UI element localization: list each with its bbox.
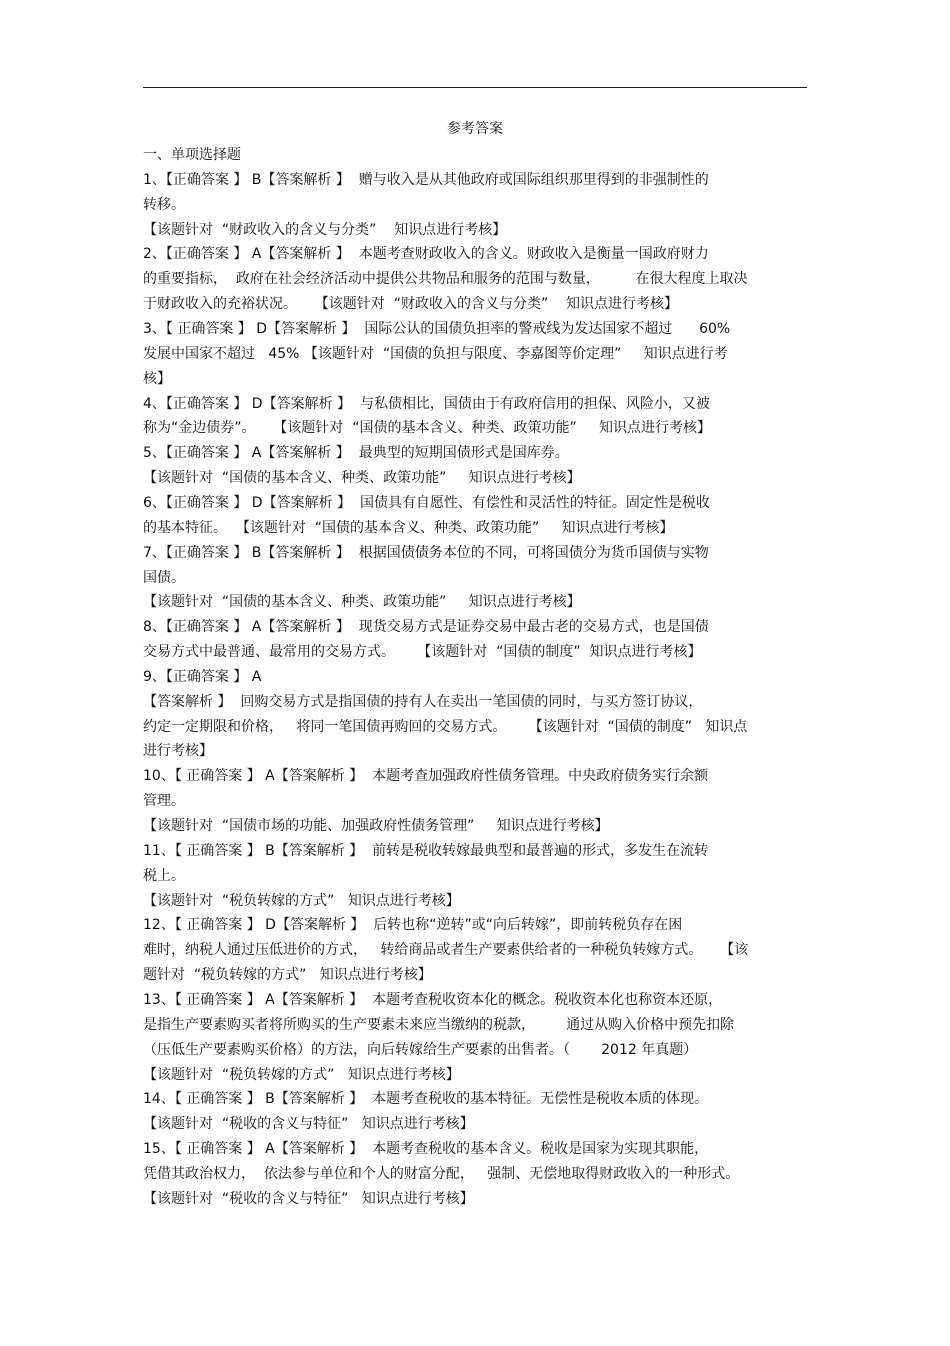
text-line: 15、【 正确答案 】 A【答案解析 】 本题考查税收的基本含义。税收是国家为实现其职能， [143,1141,709,1157]
text-line: 【该题针对 “财政收入的含义与分类” 知识点进行考核】 [143,221,507,238]
text-line: 管理。 [143,793,185,810]
text-line: 约定一定期限和价格， 将同一笔国债再购回的交易方式。 【该题针对 “国债的制度” 知识点 [143,718,748,735]
text-line: 9、【正确答案 】 A [143,668,262,685]
header-rule [143,87,807,88]
text-line: 难时，纳税人通过压低进价的方式， 转给商品或者生产要素供给者的一种税负转嫁方式。 【该 [143,942,749,959]
text-line: 10、【 正确答案 】 A【答案解析 】 本题考查加强政府性债务管理。中央政府债务实行余额 [143,768,709,785]
text-line: 1、【正确答案 】 B【答案解析 】 赠与收入是从其他政府或国际组织那里得到的非强制性的 [143,171,709,188]
text-line: 11、【 正确答案 】 B【答案解析 】 前转是税收转嫁最典型和最普遍的形式，多发生在流转 [143,842,709,859]
text-line: 发展中国家不超过 45% 【该题针对 “国债的负担与限度、李嘉图等价定理” 知识点进行考 [143,345,728,362]
text-line: 的重要指标， 政府在社会经济活动中提供公共物品和服务的范围与数量， 在很大程度上取决 [143,271,748,288]
text-line: 核】 [143,370,171,387]
text-line: （压低生产要素购买价格）的方法，向后转嫁给生产要素的出售者。（ 2012 年真题） [143,1041,698,1058]
text-line: 【该题针对 “税收的含义与特征” 知识点进行考核】 [143,1116,474,1133]
text-line: 【答案解析 】 回购交易方式是指国债的持有人在卖出一笔国债的同时，与买方签订协议， [143,693,703,710]
text-line: 于财政收入的充裕状况。 【该题针对 “财政收入的含义与分类” 知识点进行考核】 [143,296,679,313]
text-line: 2、【正确答案 】 A【答案解析 】 本题考查财政收入的含义。财政收入是衡量一国政府财力 [143,246,709,263]
text-line: 是指生产要素购买者将所购买的生产要素未来应当缴纳的税款， 通过从购入价格中预先扣除 [143,1016,735,1033]
text-line: 的基本特征。 【该题针对 “国债的基本含义、种类、政策功能” 知识点进行考核】 [143,519,674,536]
text-line: 一、单项选择题 [143,147,241,163]
text-line: 6、【正确答案 】 D【答案解析 】 国债具有自愿性、有偿性和灵活性的特征。固定性是税收 [143,494,710,511]
text-line: 3、【 正确答案 】 D【答案解析 】 国际公认的国债负担率的警戒线为发达国家不超过 60% [143,321,731,337]
text-line: 凭借其政治权力， 依法参与单位和个人的财富分配， 强制、无偿地取得财政收入的一种形式。 [143,1165,740,1182]
text-line: 13、【 正确答案 】 A【答案解析 】 本题考查税收资本化的概念。税收资本化也称资本还原， [143,991,723,1008]
text-line: 4、【正确答案 】 D【答案解析 】 与私债相比，国债由于有政府信用的担保、风险小，又被 [143,395,710,412]
text-line: 称为“金边债券”。 【该题针对 “国债的基本含义、种类、政策功能” 知识点进行考核】 [143,420,711,437]
text-line: 【该题针对 “国债的基本含义、种类、政策功能” 知识点进行考核】 [143,470,581,487]
text-line: 题针对 “税负转嫁的方式” 知识点进行考核】 [143,967,432,984]
text-line: 8、【正确答案 】 A【答案解析 】 现货交易方式是证券交易中最古老的交易方式，也是国债 [143,619,709,636]
document-title: 参考答案 [447,121,503,137]
text-line: 税上。 [143,867,185,884]
text-line: 【该题针对 “税负转嫁的方式” 知识点进行考核】 [143,892,460,909]
text-line: 5、【正确答案 】 A【答案解析 】 最典型的短期国债形式是国库券。 [143,445,569,462]
text-line: 【该题针对 “税收的含义与特征” 知识点进行考核】 [143,1190,474,1207]
text-line: 进行考核】 [143,743,213,760]
text-line: 转移。 [143,196,185,213]
text-line: 【该题针对 “国债市场的功能、加强政府性债务管理” 知识点进行考核】 [143,818,609,834]
text-line: 【该题针对 “税负转嫁的方式” 知识点进行考核】 [143,1066,460,1083]
text-line: 【该题针对 “国债的基本含义、种类、政策功能” 知识点进行考核】 [143,594,581,611]
text-line: 12、【 正确答案 】 D【答案解析 】 后转也称“逆转”或“向后转嫁”，即前转税负存在困 [143,917,683,934]
text-line: 7、【正确答案 】 B【答案解析 】 根据国债债务本位的不同，可将国债分为货币国债与实物 [143,544,709,561]
text-line: 国债。 [143,569,185,586]
text-line: 14、【 正确答案 】 B【答案解析 】 本题考查税收的基本特征。无偿性是税收本质的体现。 [143,1091,709,1108]
text-line: 交易方式中最普通、最常用的交易方式。 【该题针对 “国债的制度” 知识点进行考核】 [143,644,702,660]
